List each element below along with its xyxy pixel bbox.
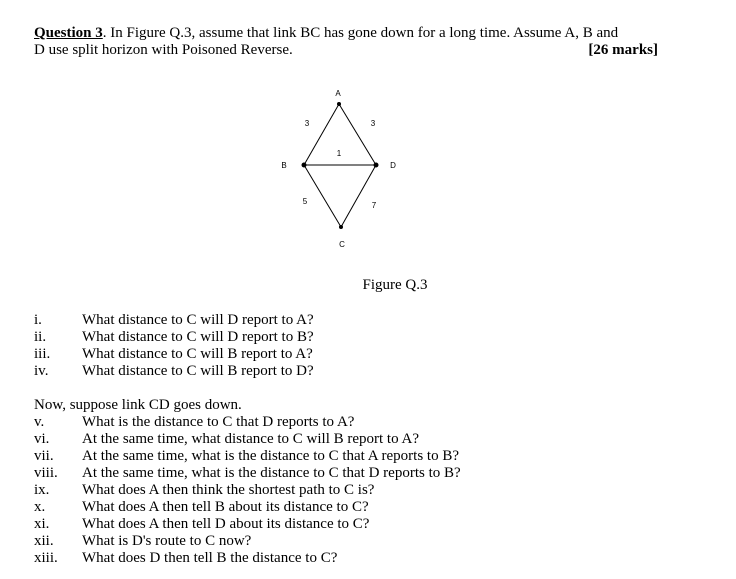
- weight-ab: 3: [304, 119, 310, 128]
- item-number: viii.: [34, 465, 58, 481]
- list-item: [34, 346, 314, 363]
- item-text: What does A then think the shortest path to C is?: [82, 482, 375, 498]
- list-item: [34, 482, 461, 499]
- marks-label: [26 marks]: [588, 42, 658, 58]
- question-label: Question 3: [34, 25, 103, 41]
- node-b-label: B: [281, 161, 287, 170]
- question-intro-text: . In Figure Q.3, assume that link BC has gone down for a long time. Assume A, B and: [102, 25, 619, 41]
- item-number: v.: [34, 414, 45, 430]
- item-text: What distance to C will D report to A?: [82, 312, 314, 328]
- item-number: vii.: [34, 448, 54, 464]
- item-text: What is D's route to C now?: [82, 533, 252, 549]
- weight-ad: 3: [370, 119, 376, 128]
- node-b-dot: [302, 163, 307, 168]
- item-text: What is the distance to C that D reports to A?: [82, 414, 355, 430]
- node-c-dot: [339, 225, 343, 229]
- item-text: What does A then tell D about its distance to C?: [82, 516, 370, 532]
- item-number: iv.: [34, 363, 49, 379]
- item-number: i.: [34, 312, 42, 328]
- question-intro-text-2: D use split horizon with Poisoned Reverse.: [34, 42, 293, 58]
- item-number: ix.: [34, 482, 50, 498]
- item-number: x.: [34, 499, 46, 515]
- edge-bc: [304, 165, 341, 227]
- question-list-part2: [34, 397, 461, 567]
- item-number: ii.: [34, 329, 47, 345]
- item-text: What does A then tell B about its distance to C?: [82, 499, 369, 515]
- list-item: [34, 414, 461, 431]
- list-item: [34, 312, 314, 329]
- item-text: What distance to C will D report to B?: [82, 329, 314, 345]
- item-text: What distance to C will B report to D?: [82, 363, 314, 379]
- node-d-label: D: [390, 161, 396, 170]
- weight-cd: 7: [371, 201, 377, 210]
- item-text: What does D then tell B the distance to C?: [82, 550, 338, 566]
- item-text: What distance to C will B report to A?: [82, 346, 313, 362]
- list-item: [34, 533, 461, 550]
- list-item: [34, 363, 314, 380]
- network-graph: [270, 84, 410, 254]
- node-a-label: A: [335, 89, 341, 98]
- item-number: xiii.: [34, 550, 58, 566]
- network-figure: [270, 84, 410, 254]
- figure-caption: Figure Q.3: [362, 277, 428, 293]
- question-line-1: [34, 25, 658, 42]
- list-item: [34, 431, 461, 448]
- edge-ad: [336, 104, 376, 165]
- question-line-2: [34, 42, 658, 59]
- list-item: [34, 465, 461, 482]
- list-item: [34, 550, 461, 567]
- item-text: At the same time, what distance to C will B report to A?: [82, 431, 420, 447]
- list-item: [34, 448, 461, 465]
- list-item: [34, 329, 314, 346]
- weight-bd: 1: [336, 149, 342, 158]
- item-number: vi.: [34, 431, 50, 447]
- node-d-dot: [374, 163, 379, 168]
- weight-bc: 5: [302, 197, 308, 206]
- node-a-dot: [337, 102, 341, 106]
- edge-ab: [304, 104, 339, 165]
- question-list-part1: [34, 312, 314, 380]
- edge-cd: [341, 165, 376, 227]
- item-text: At the same time, what is the distance to C that D reports to B?: [82, 465, 461, 481]
- part2-intro: Now, suppose link CD goes down.: [34, 397, 242, 413]
- item-number: iii.: [34, 346, 51, 362]
- item-number: xi.: [34, 516, 50, 532]
- item-text: At the same time, what is the distance to C that A reports to B?: [82, 448, 460, 464]
- list-item: [34, 499, 461, 516]
- item-number: xii.: [34, 533, 54, 549]
- list-item: [34, 516, 461, 533]
- node-c-label: C: [339, 240, 345, 249]
- question-header: [34, 25, 658, 59]
